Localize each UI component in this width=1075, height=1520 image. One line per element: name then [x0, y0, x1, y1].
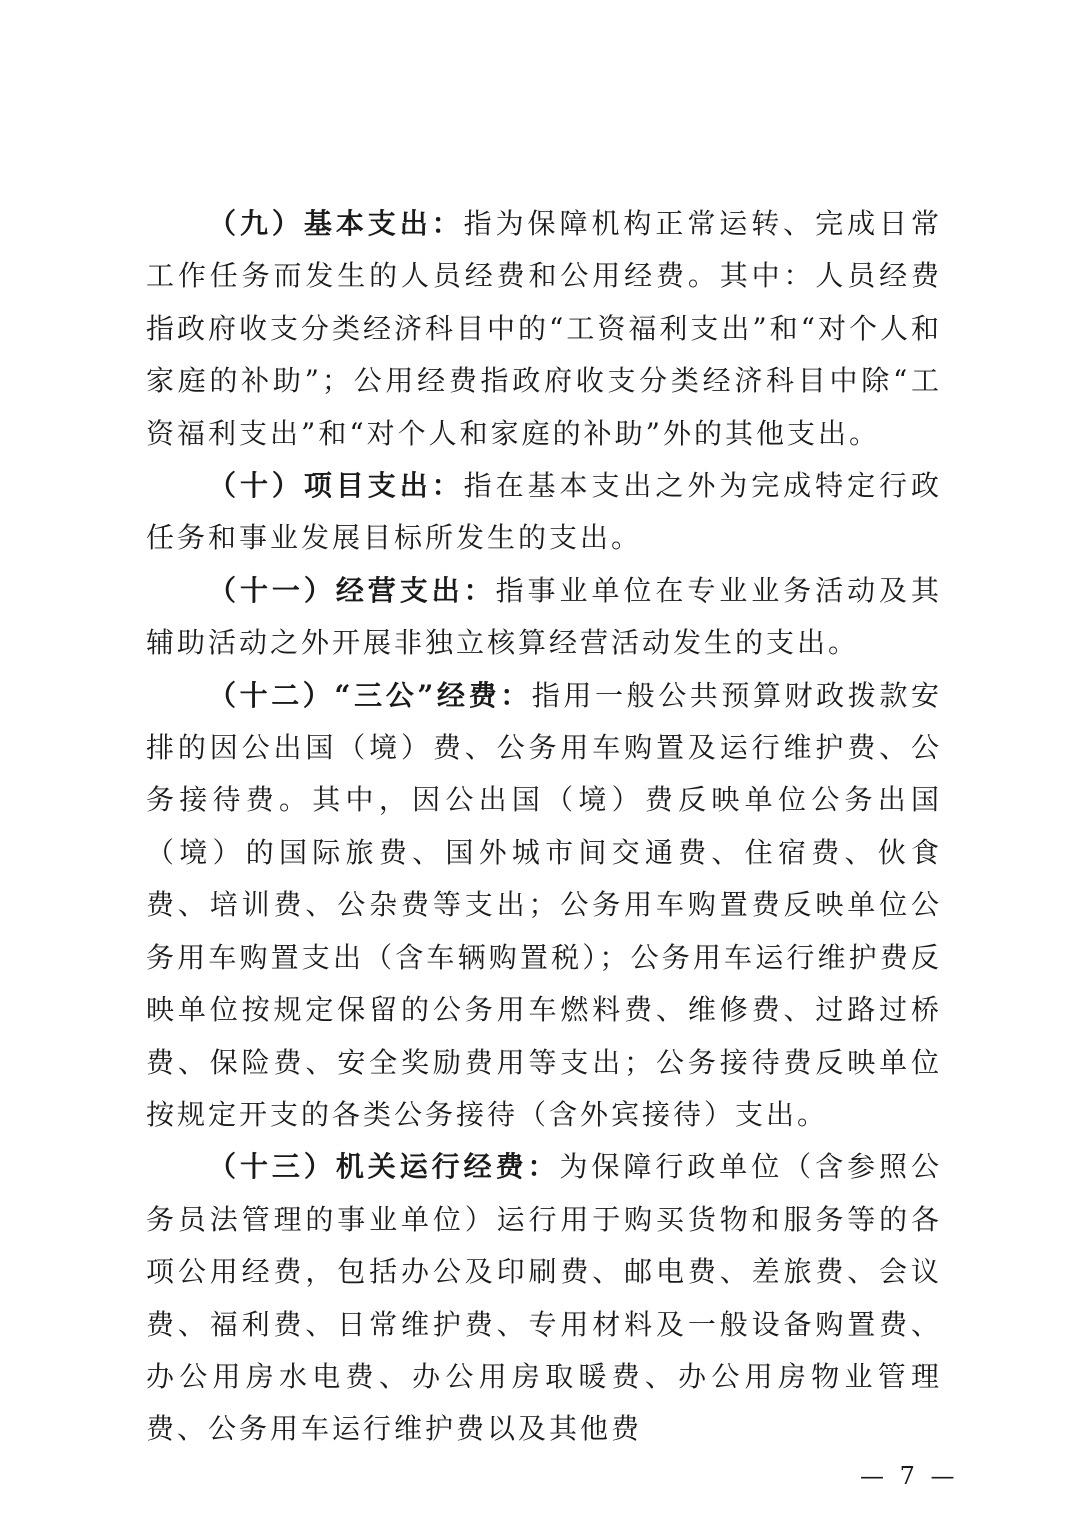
paragraph-text: 指为保障机构正常运转、完成日常工作任务而发生的人员经费和公用经费。其中：人员经费指政府收支分类经济科目中的“工资福利支出”和“对个人和家庭的补助”；公用经费指政府收支分类经济科目中除“工资福利支出”和“对个人和家庭的补助”外的其他支出。 — [146, 207, 942, 450]
paragraph-text: 指在基本支出之外为完成特定行政任务和事业发展目标所发生的支出。 — [146, 469, 942, 555]
paragraph-text: 指事业单位在专业业务活动及其辅助活动之外开展非独立核算经营活动发生的支出。 — [146, 573, 942, 660]
paragraph-project-expenditure — [146, 460, 942, 565]
document-body — [146, 198, 942, 1456]
paragraph-heading: （十一）经营支出： — [208, 573, 496, 607]
paragraph-heading: （十）项目支出： — [208, 469, 464, 503]
paragraph-text: 为保障行政单位（含参照公务员法管理的事业单位）运行用于购买货物和服务等的各项公用经费，包括办公及印刷费、邮电费、差旅费、会议费、福利费、日常维护费、专用材料及一般设备购置费、办公用房水电费、办公用房取暖费、办公用房物业管理费、公务用车运行维护费以及其他费 — [146, 1150, 942, 1446]
paragraph-basic-expenditure — [146, 198, 942, 460]
paragraph-three-public-funds — [146, 670, 942, 1142]
paragraph-operating-expenditure — [146, 565, 942, 670]
paragraph-text: 指用一般公共预算财政拨款安排的因公出国（境）费、公务用车购置及运行维护费、公务接待费。其中，因公出国（境）费反映单位公务出国（境）的国际旅费、国外城市间交通费、住宿费、伙食费、培训费、公杂费等支出；公务用车购置费反映单位公务用车购置支出（含车辆购置税）；公务用车运行维护费反映单位按规定保留的公务用车燃料费、维修费、过路过桥费、保险费、安全奖励费用等支出；公务接待费反映单位按规定开支的各类公务接待（含外宾接待）支出。 — [146, 678, 942, 1131]
paragraph-heading: （十二）“三公”经费： — [208, 678, 532, 712]
paragraph-agency-operating-funds — [146, 1141, 942, 1455]
paragraph-heading: （十三）机关运行经费： — [208, 1150, 560, 1184]
paragraph-heading: （九）基本支出： — [208, 207, 464, 240]
page-number: — 7 — — [860, 1462, 959, 1490]
